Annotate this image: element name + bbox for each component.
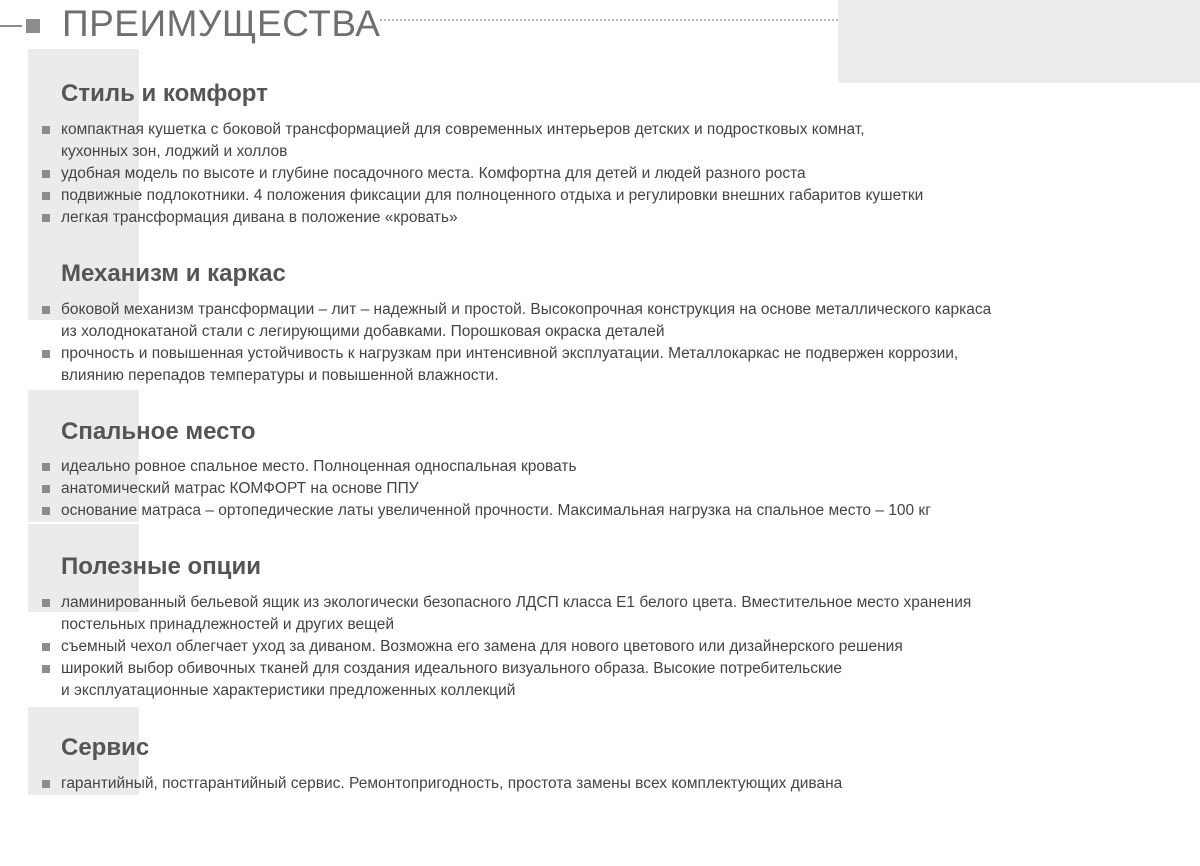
bullet-square-icon (42, 665, 50, 673)
bullet-square-icon (42, 599, 50, 607)
section-list (0, 119, 923, 229)
list-item: боковой механизм трансформации – лит – надежный и простой. Высокопрочная конструкция на основе металлического каркаса из холоднокатаной стали с легирующими добавками. Порошковая окраска деталей (0, 299, 991, 343)
bullet-square-icon (42, 350, 50, 358)
page-title: ПРЕИМУЩЕСТВА (62, 3, 381, 44)
section-list (0, 773, 842, 795)
list-item: компактная кушетка с боковой трансформацией для современных интерьеров детских и подростковых комнат, кухонных зон, лоджий и холлов (0, 119, 923, 163)
list-item: ламинированный бельевой ящик из экологически безопасного ЛДСП класса Е1 белого цвета. Вместительное место хранения постельных принадлежностей и других вещей (0, 592, 971, 636)
section-list (0, 592, 971, 702)
bullet-square-icon (42, 214, 50, 222)
section-title: Механизм и каркас (61, 260, 286, 287)
bullet-square-icon (42, 780, 50, 788)
list-item: подвижные подлокотники. 4 положения фиксации для полноценного отдыха и регулировки внешних габаритов кушетки (0, 185, 923, 207)
list-item: удобная модель по высоте и глубине посадочного места. Комфортна для детей и людей разного роста (0, 163, 923, 185)
list-item: прочность и повышенная устойчивость к нагрузкам при интенсивной эксплуатации. Металлокаркас не подвержен коррозии, влиянию перепадов температуры и повышенной влажности. (0, 343, 991, 387)
section-title: Стиль и комфорт (61, 80, 268, 107)
list-item: широкий выбор обивочных тканей для создания идеального визуального образа. Высокие потребительские и эксплуатационные характеристики предложенных коллекций (0, 658, 971, 702)
section-title: Полезные опции (61, 553, 261, 580)
list-item: съемный чехол облегчает уход за диваном. Возможна его замена для нового цветового или дизайнерского решения (0, 636, 971, 658)
header-dotted-rule (380, 19, 838, 21)
header-line (0, 25, 22, 27)
list-item: гарантийный, постгарантийный сервис. Ремонтопригодность, простота замены всех комплектующих дивана (0, 773, 842, 795)
list-item: анатомический матрас КОМФОРТ на основе ППУ (0, 478, 931, 500)
bullet-square-icon (42, 126, 50, 134)
section-list (0, 299, 991, 387)
bullet-square-icon (42, 192, 50, 200)
corner-decoration (838, 0, 1200, 83)
bullet-square-icon (42, 485, 50, 493)
list-item: идеально ровное спальное место. Полноценная односпальная кровать (0, 456, 931, 478)
list-item: легкая трансформация дивана в положение «кровать» (0, 207, 923, 229)
header-square-marker (26, 19, 40, 33)
section-title: Спальное место (61, 418, 256, 445)
section-list (0, 456, 931, 522)
bullet-square-icon (42, 306, 50, 314)
section-title: Сервис (61, 734, 150, 761)
bullet-square-icon (42, 643, 50, 651)
bullet-square-icon (42, 507, 50, 515)
bullet-square-icon (42, 463, 50, 471)
bullet-square-icon (42, 170, 50, 178)
list-item: основание матраса – ортопедические латы увеличенной прочности. Максимальная нагрузка на спальное место – 100 кг (0, 500, 931, 522)
